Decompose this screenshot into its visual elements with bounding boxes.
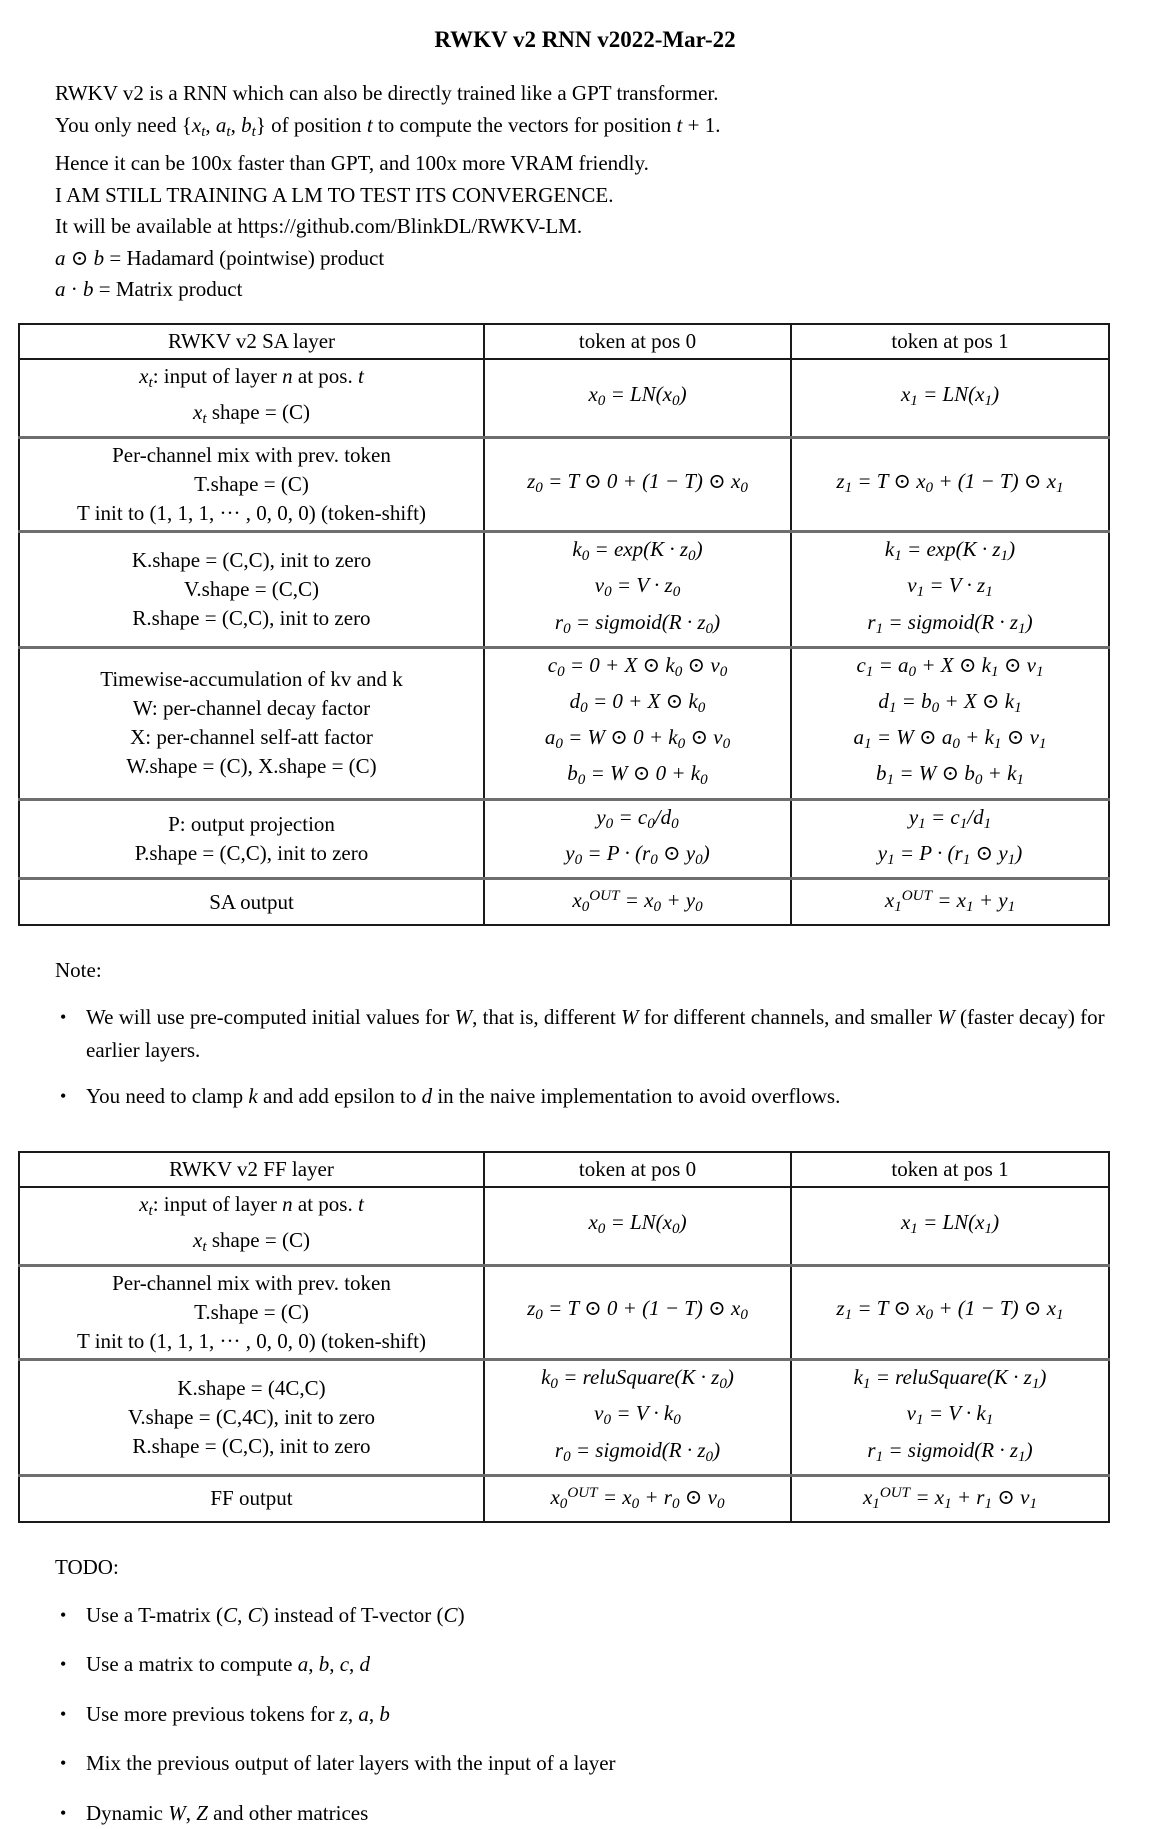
text-line: $x_0 = LN(x_0)$ [588, 1209, 687, 1237]
todo-bullet-5-text: Dynamic W, Z and other matrices [86, 1800, 369, 1825]
text-line: $b_0 = W$ ⊙ $0 + k_0$ [567, 761, 708, 789]
ff-row-token-mix [19, 1266, 1109, 1360]
text-line: $x_0^{OUT} = x_0 + r_0$ ⊙ $v_0$ [550, 1484, 725, 1512]
sa-row-output [19, 879, 1109, 926]
text-line: $x_0^{OUT} = x_0 + y_0$ [572, 887, 703, 916]
sa-input-label-cell [19, 359, 484, 438]
sa-row-accumulation [19, 647, 1109, 799]
text-line: $y_1 = P \cdot (r_1$ ⊙ $y_1$) [877, 840, 1023, 869]
text-line: P.shape = (C,C), init to zero [134, 840, 369, 865]
intro-line-1: RWKV v2 is a RNN which can also be directly trained like a GPT transformer. [55, 81, 719, 105]
text-line: K.shape = (4C,C) [177, 1375, 326, 1400]
hadamard-definition: a ⊙ b = Hadamard (pointwise) product [55, 245, 385, 270]
sa-token-mix-label-cell [19, 438, 484, 532]
text-line: $z_0 = T$ ⊙ 0 + (1 − T) ⊙ $x_0$ [527, 1296, 748, 1324]
todo-bullet-1-text: Use a T-matrix (C, C) instead of T-vector (C) [86, 1602, 465, 1627]
ff-kvr-pos0-cell [484, 1360, 791, 1476]
todo-heading: TODO: [55, 1554, 119, 1579]
text-line: X: per-channel self-att factor [130, 725, 373, 750]
sa-accumulation-pos1-cell [791, 647, 1109, 799]
text-line: SA output [209, 889, 294, 914]
text-line: $r_0$ = sigmoid(R · $z_0$) [554, 1437, 721, 1465]
text-line: $r_1$ = sigmoid(R · $z_1$) [867, 609, 1033, 637]
ff-token-mix-pos0-cell [484, 1266, 791, 1360]
ff-header-pos1-cell: token at pos 1 [791, 1152, 1109, 1187]
sa-row-projection [19, 799, 1109, 878]
text-line: Per-channel mix with prev. token [112, 443, 391, 468]
text-line: $k_1 = \exp(K \cdot z_1)$ [884, 537, 1016, 565]
intro-line-3: Hence it can be 100x faster than GPT, and 100x more VRAM friendly. [55, 151, 649, 176]
text-line: $v_1 = V \cdot k_1$ [906, 1401, 994, 1429]
text-line: Per-channel mix with prev. token [112, 1271, 391, 1296]
sa-input-pos0-cell [484, 359, 791, 438]
text-line: $k_0$ = reluSquare(K · $z_0$) [541, 1365, 734, 1393]
ff-token-mix-label-cell [19, 1266, 484, 1360]
text-line: $x_t$: input of layer n at pos. t [139, 363, 364, 391]
todo-bullet-3-text: Use more previous tokens for z, a, b [86, 1701, 390, 1726]
sa-table-header-row [19, 324, 1109, 359]
text-line: $x_t$ shape = (C) [193, 399, 310, 428]
text-line: V.shape = (C,C) [183, 576, 320, 601]
todo-list [0, 1599, 1170, 1829]
ff-token-mix-pos1-cell [791, 1266, 1109, 1360]
text-line: V.shape = (C,4C), init to zero [127, 1404, 376, 1429]
text-line: $d_1 = b_0 + X$ ⊙ $k_1$ [878, 689, 1022, 717]
note-bullet-1-text: We will use pre-computed initial values for W, that is, different W for different channels, and smaller W (faster decay) for earlier layers. [86, 1005, 1105, 1062]
text-line: $z_1 = T$ ⊙ $x_0 + (1 - T)$ ⊙ $x_1$ [836, 468, 1064, 496]
bullet-icon: • [60, 1753, 67, 1774]
sa-projection-pos1-cell [791, 799, 1109, 878]
intro-line-4: I AM STILL TRAINING A LM TO TEST ITS CONVERGENCE. [55, 182, 614, 207]
sa-projection-label-cell [19, 799, 484, 878]
sa-header-layer-cell: RWKV v2 SA layer [19, 324, 484, 359]
note-list [0, 1001, 1170, 1113]
bullet-icon: • [60, 1802, 67, 1823]
bullet-icon: • [60, 1654, 67, 1675]
text-line: $r_1$ = sigmoid(R · $z_1$) [867, 1437, 1033, 1465]
sa-accumulation-label-cell [19, 647, 484, 799]
text-line: $y_1 = c_1/d_1$ [908, 804, 992, 832]
sa-kvr-pos1-cell [791, 532, 1109, 648]
ff-input-pos0-cell [484, 1187, 791, 1266]
todo-bullet-2-text: Use a matrix to compute a, b, c, d [86, 1652, 371, 1677]
sa-header-pos0-cell: token at pos 0 [484, 324, 791, 359]
text-line: $a_0 = W$ ⊙ $0 + k_0$ ⊙ $v_0$ [544, 725, 731, 753]
todo-bullet-3 [60, 1698, 1170, 1731]
text-line: $c_0 = 0 + X$ ⊙ $k_0$ ⊙ $v_0$ [547, 652, 728, 681]
ff-output-label-cell [19, 1475, 484, 1522]
sa-token-mix-pos1-cell [791, 438, 1109, 532]
ff-input-pos1-cell [791, 1187, 1109, 1266]
text-line: $r_0$ = sigmoid(R · $z_0$) [554, 609, 721, 637]
text-line: R.shape = (C,C), init to zero [132, 605, 371, 630]
text-line: K.shape = (C,C), init to zero [131, 547, 372, 572]
bullet-icon: • [60, 1007, 67, 1028]
text-line: T init to (1, 1, 1, ··· , 0, 0, 0) (token-shift) [77, 501, 426, 526]
text-line: $x_0 = LN(x_0)$ [588, 381, 687, 410]
ff-header-layer-cell: RWKV v2 FF layer [19, 1152, 484, 1187]
bullet-icon: • [60, 1086, 67, 1107]
text-line: $a_1 = W$ ⊙ $a_0 + k_1$ ⊙ $v_1$ [853, 725, 1047, 753]
text-line: $v_1 = V \cdot z_1$ [907, 573, 993, 601]
text-line: Timewise-accumulation of kv and k [100, 667, 403, 692]
intro-paragraph [55, 78, 1170, 306]
sa-row-kvr [19, 532, 1109, 648]
text-line: $k_0 = \exp(K \cdot z_0)$ [572, 537, 703, 565]
todo-bullet-4-text: Mix the previous output of later layers with the input of a layer [86, 1751, 616, 1776]
ff-row-output [19, 1475, 1109, 1522]
text-line: $x_1 = LN(x_1)$ [900, 381, 1000, 410]
sa-layer-table [18, 323, 1110, 926]
bullet-icon: • [60, 1703, 67, 1724]
todo-bullet-2 [60, 1648, 1170, 1681]
text-line: $y_0 = c_0/d_0$ [596, 804, 679, 832]
sa-output-pos1-cell [791, 879, 1109, 926]
sa-accumulation-pos0-cell [484, 647, 791, 799]
text-line: FF output [210, 1486, 293, 1511]
sa-token-mix-pos0-cell [484, 438, 791, 532]
todo-bullet-1 [60, 1599, 1170, 1632]
sa-output-label-cell [19, 879, 484, 926]
page-title: RWKV v2 RNN v2022-Mar-22 [434, 27, 736, 52]
repo-url-text: It will be available at https://github.com/BlinkDL/RWKV-LM. [55, 214, 583, 239]
intro-line-2: You only need {$x_t$, $a_t$, $b_t$} of position t to compute the vectors for position t + 1. [55, 112, 721, 140]
note-heading: Note: [55, 958, 102, 983]
ff-output-pos1-cell [791, 1475, 1109, 1522]
text-line: W.shape = (C), X.shape = (C) [126, 754, 377, 779]
text-line: $z_1 = T$ ⊙ $x_0 + (1 - T)$ ⊙ $x_1$ [836, 1296, 1064, 1324]
note-bullet-2-text: You need to clamp k and add epsilon to d in the naive implementation to avoid overflows. [86, 1084, 841, 1109]
sa-row-input [19, 359, 1109, 438]
text-line: $b_1 = W$ ⊙ $b_0 + k_1$ [876, 761, 1024, 789]
ff-kvr-pos1-cell [791, 1360, 1109, 1476]
ff-layer-table [18, 1151, 1110, 1523]
text-line: $x_t$: input of layer n at pos. t [139, 1191, 364, 1219]
sa-output-pos0-cell [484, 879, 791, 926]
sa-projection-pos0-cell [484, 799, 791, 878]
sa-kvr-pos0-cell [484, 532, 791, 648]
text-line: $x_1 = LN(x_1)$ [900, 1209, 1000, 1237]
sa-kvr-label-cell [19, 532, 484, 648]
sa-row-token-mix [19, 438, 1109, 532]
text-line: R.shape = (C,C), init to zero [132, 1433, 371, 1458]
ff-output-pos0-cell [484, 1475, 791, 1522]
text-line: $d_0 = 0 + X$ ⊙ $k_0$ [569, 689, 706, 717]
ff-row-input [19, 1187, 1109, 1266]
text-line: $v_0 = V \cdot z_0$ [594, 573, 681, 601]
sa-header-pos1-cell: token at pos 1 [791, 324, 1109, 359]
text-line: W: per-channel decay factor [132, 696, 371, 721]
ff-input-label-cell [19, 1187, 484, 1266]
text-line: $x_1^{OUT} = x_1 + y_1$ [884, 887, 1016, 916]
ff-table-header-row [19, 1152, 1109, 1187]
note-bullet-2 [60, 1080, 1170, 1113]
text-line: $z_0 = T$ ⊙ 0 + (1 − T) ⊙ $x_0$ [527, 468, 748, 496]
bullet-icon: • [60, 1604, 67, 1625]
text-line: $x_t$ shape = (C) [193, 1227, 310, 1256]
text-line: $v_0 = V \cdot k_0$ [594, 1401, 681, 1429]
ff-header-pos0-cell: token at pos 0 [484, 1152, 791, 1187]
text-line: T.shape = (C) [194, 472, 309, 497]
text-line: T.shape = (C) [194, 1300, 309, 1325]
text-line: $k_1$ = reluSquare(K · $z_1$) [853, 1365, 1047, 1393]
todo-bullet-4 [60, 1747, 1170, 1780]
text-line: P: output projection [168, 811, 335, 836]
text-line: $y_0 = P \cdot (r_0$ ⊙ $y_0$) [565, 840, 710, 869]
ff-kvr-label-cell [19, 1360, 484, 1476]
note-bullet-1 [60, 1001, 1170, 1066]
text-line: T init to (1, 1, 1, ··· , 0, 0, 0) (token-shift) [77, 1329, 426, 1354]
text-line: $c_1 = a_0 + X$ ⊙ $k_1$ ⊙ $v_1$ [856, 652, 1044, 681]
ff-row-kvr [19, 1360, 1109, 1476]
sa-input-pos1-cell [791, 359, 1109, 438]
matrix-product-definition: a · b = Matrix product [55, 277, 243, 302]
todo-bullet-5 [60, 1797, 1170, 1829]
text-line: $x_1^{OUT} = x_1 + r_1$ ⊙ $v_1$ [862, 1484, 1038, 1512]
